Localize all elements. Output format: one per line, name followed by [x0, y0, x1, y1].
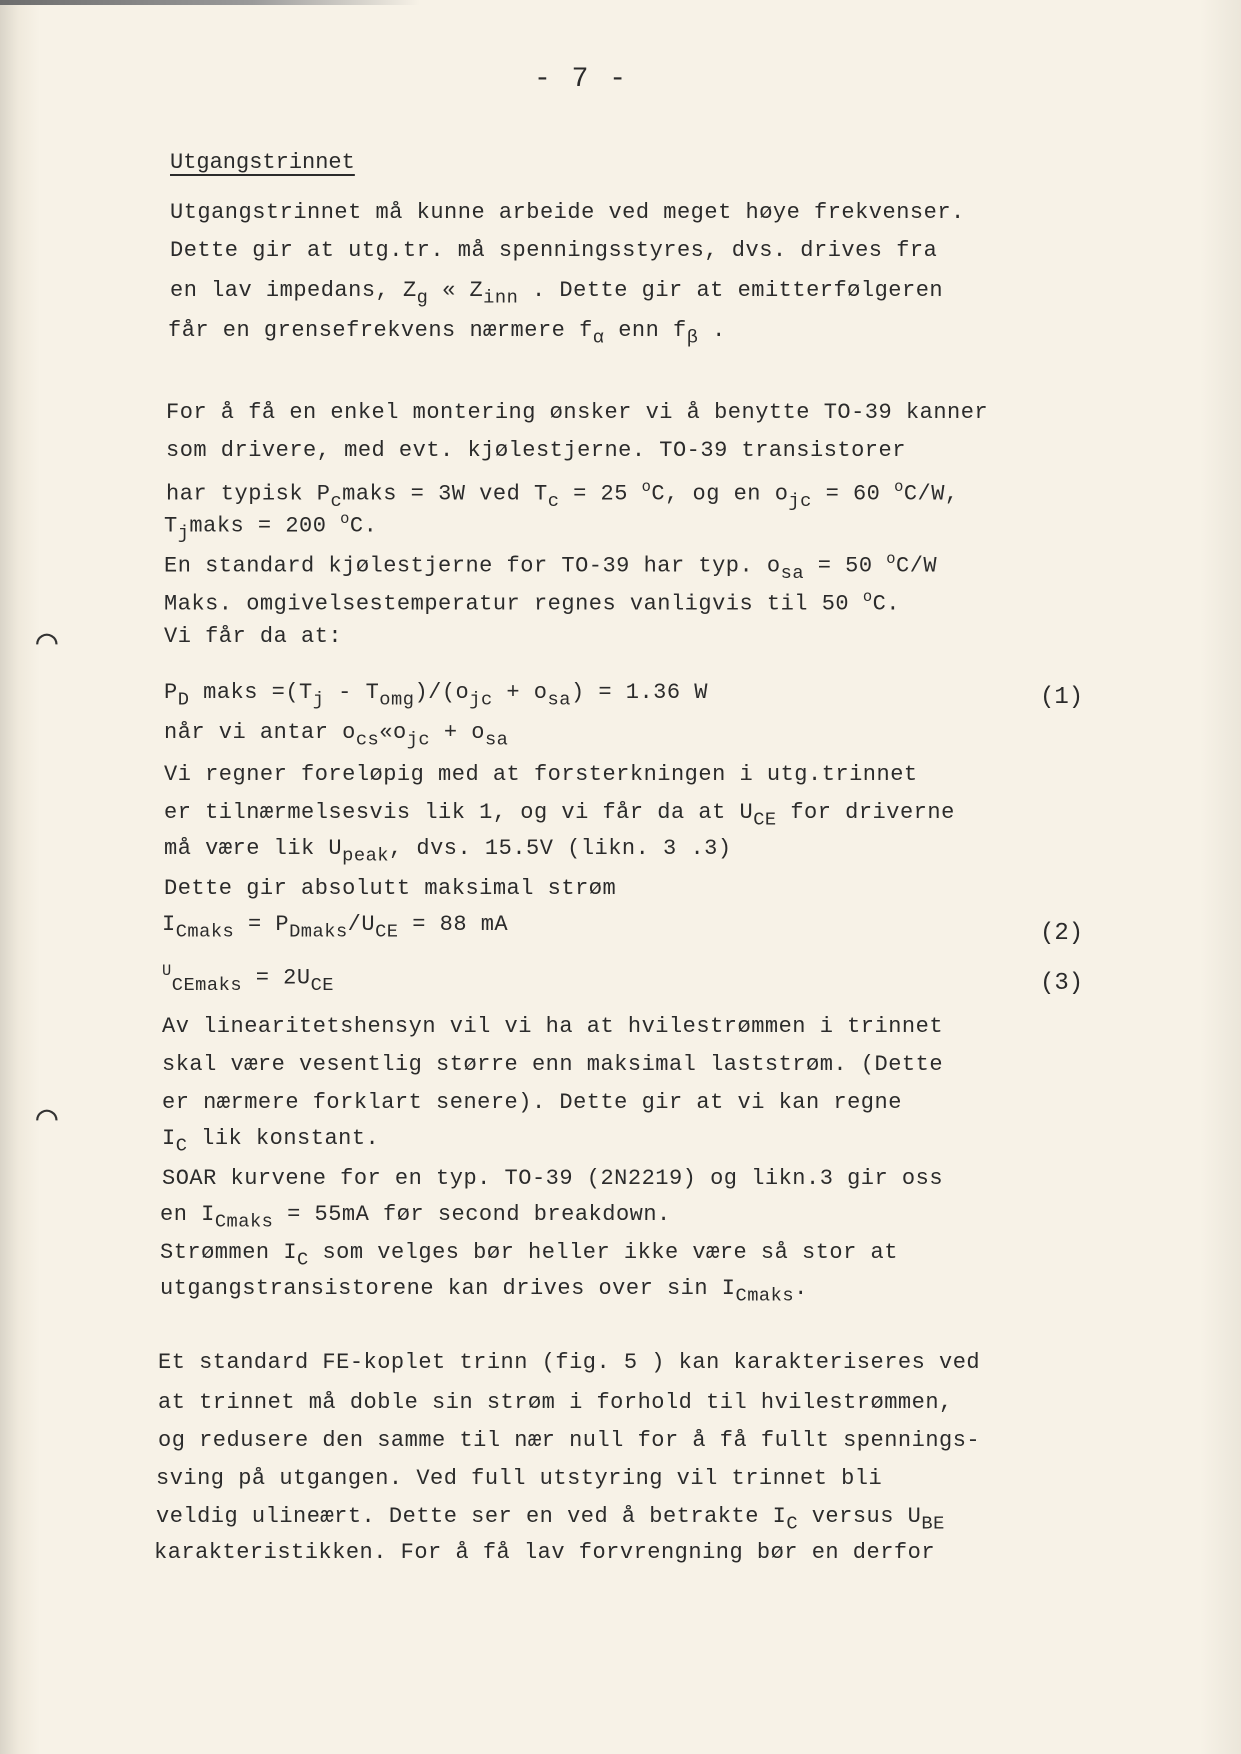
text-line: en lav impedans, $Z_g$ « $Z_{inn}$ . Dette gir at emitterfølgeren	[170, 278, 944, 309]
equation-number: (1)	[1040, 684, 1084, 711]
text-line: Utgangstrinnet må kunne arbeide ved meget høye frekvenser.	[170, 200, 965, 225]
equation-1: $P_D$ maks $=(T_j - T_{omg})/(o_{jc} + o_{sa}) = 1.36$ W	[164, 680, 708, 711]
page-number: - 7 -	[534, 64, 629, 95]
text-line: når vi antar $o_{cs}«o_{jc} + o_{sa}$	[164, 720, 509, 751]
text-line: Dette gir at utg.tr. må spenningsstyres, dvs. drives fra	[170, 238, 938, 263]
equation-number: (2)	[1040, 920, 1084, 947]
margin-mark: ⌒	[36, 1098, 58, 1139]
text-line: får en grensefrekvens nærmere $f_\alpha$ enn $f_\beta$ .	[168, 318, 726, 349]
text-line: Vi får da at:	[164, 624, 343, 649]
text-line: Strømmen $I_C$ som velges bør heller ikke være så stor at	[160, 1240, 898, 1271]
text-line: veldig ulineært. Dette ser en ved å betrakte $I_C$ versus $U_{BE}$	[156, 1504, 945, 1535]
text-line: som drivere, med evt. kjølestjerne. TO-39 transistorer	[166, 438, 906, 463]
text-line: $T_jmaks = 200$ $^o$C.	[164, 510, 378, 544]
text-line: Maks. omgivelsestemperatur regnes vanligvis til 50 $^o$C.	[164, 588, 900, 617]
text-line: SOAR kurvene for en typ. TO-39 (2N2219) og likn.3 gir oss	[162, 1166, 944, 1191]
equation-number: (3)	[1040, 970, 1084, 997]
margin-mark: ⌒	[36, 622, 58, 663]
equation-2: $I_{Cmaks} = P_{Dmaks}/U_{CE} = 88$ mA	[162, 912, 509, 943]
text-line: Et standard FE-koplet trinn (fig. 5 ) kan karakteriseres ved	[158, 1350, 981, 1375]
text-line: karakteristikken. For å få lav forvrengning bør en derfor	[154, 1540, 936, 1565]
text-line: er nærmere forklart senere). Dette gir at vi kan regne	[162, 1090, 902, 1115]
section-heading: Utgangstrinnet	[170, 150, 355, 175]
text-line: For å få en enkel montering ønsker vi å benytte TO-39 kanner	[166, 400, 989, 425]
text-line: En standard kjølestjerne for TO-39 har typ. $o_{sa} = 50$ $^o$C/W	[164, 550, 938, 584]
text-line: Dette gir absolutt maksimal strøm	[164, 876, 617, 901]
text-line: må være lik $U_{peak}$, dvs. 15.5V (likn. 3 .3)	[164, 836, 732, 867]
text-line: $I_C$ lik konstant.	[162, 1126, 380, 1157]
text-line: er tilnærmelsesvis lik 1, og vi får da at $U_{CE}$ for driverne	[164, 800, 955, 831]
text-line: Av linearitetshensyn vil vi ha at hvilestrømmen i trinnet	[162, 1014, 944, 1039]
text-line: skal være vesentlig større enn maksimal laststrøm. (Dette	[162, 1052, 944, 1077]
text-line: at trinnet må doble sin strøm i forhold til hvilestrømmen,	[158, 1390, 953, 1415]
text-line: utgangstransistorene kan drives over $\sin I_{Cmaks}$.	[160, 1276, 808, 1307]
scan-edge-mark	[0, 0, 420, 5]
text-line: har typisk $P_cmaks = 3W$ ved $T_c = 25$ $^o$C, og en $o_{jc} = 60$ $^o$C/W,	[166, 478, 959, 512]
text-line: en $I_{Cmaks} = 55mA$ før second breakdown.	[160, 1202, 671, 1233]
text-line: og redusere den samme til nær null for å få fullt spennings-	[158, 1428, 981, 1453]
equation-3: $^U_{CEmaks} = 2U_{CE}$	[162, 962, 334, 996]
text-line: Vi regner foreløpig med at forsterkningen i utg.trinnet	[164, 762, 918, 787]
text-line: sving på utgangen. Ved full utstyring vil trinnet bli	[156, 1466, 883, 1491]
